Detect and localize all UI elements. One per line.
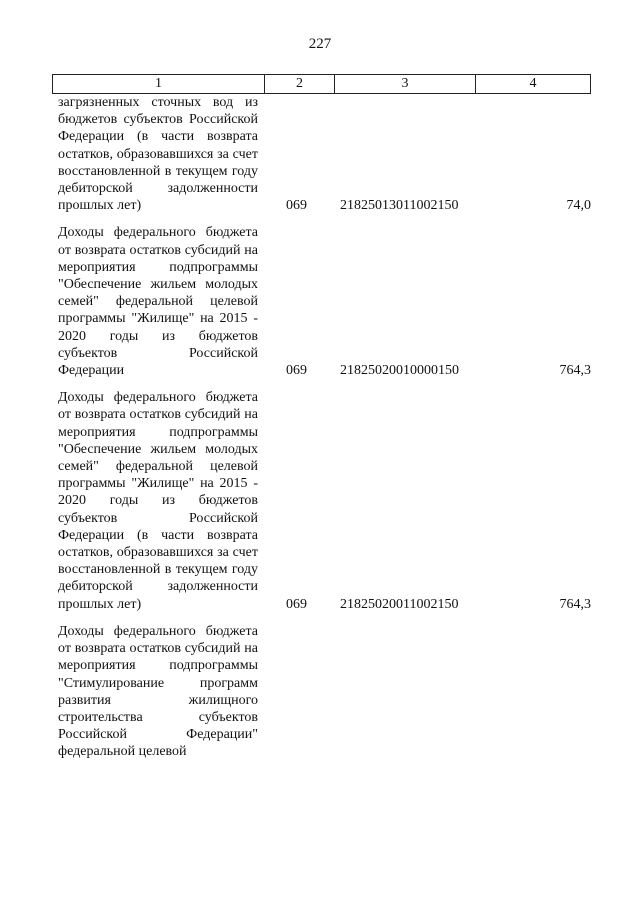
column-header-4: 4 [529, 76, 537, 91]
column-header-3: 3 [335, 75, 476, 93]
row-budget-code: 21825020010000150 [340, 363, 459, 379]
table-header-row [52, 74, 591, 94]
row-admin-code: 069 [286, 198, 307, 214]
table-row [58, 224, 591, 379]
row-admin-code: 069 [286, 363, 307, 379]
row-description: загрязненных сточных вод из бюджетов субъектов Российской Федерации (в части возврата остатков, образовавшихся за счет восстановленной в текущем году дебиторской задолженности прошлых лет) [58, 95, 258, 214]
row-budget-code: 21825013011002150 [340, 198, 459, 214]
row-description: Доходы федерального бюджета от возврата остатков субсидий на мероприятия подпрограммы "Обеспечение жильем молодых семей" федеральной целевой программы "Жилище" на 2015 - 2020 годы из бюджетов субъектов Российской Федерации (в части возврата остатков, образовавшихся за счет восстановленной в текущем году дебиторской задолженности прошлых лет) [58, 390, 258, 612]
column-header-2: 2 [265, 75, 335, 93]
row-amount: 764,3 [559, 596, 591, 612]
table-row [58, 389, 591, 613]
row-amount: 764,3 [559, 363, 591, 379]
page-number: 227 [308, 36, 332, 52]
column-header-1: 1 [53, 75, 265, 93]
row-description: Доходы федерального бюджета от возврата остатков субсидий на мероприятия подпрограммы "Обеспечение жильем молодых семей" федеральной целевой программы "Жилище" на 2015 - 2020 годы из бюджетов субъектов Российской Федерации [58, 225, 258, 379]
row-budget-code: 21825020011002150 [340, 596, 459, 612]
table-row [58, 623, 591, 761]
row-admin-code: 069 [286, 596, 307, 612]
table-row [58, 94, 591, 214]
row-description: Доходы федерального бюджета от возврата остатков субсидий на мероприятия подпрограммы "Стимулирование программ развития жилищного строительства субъектов Российской Федерации" федеральной целевой [58, 623, 258, 760]
table-body [58, 94, 591, 761]
row-amount: 74,0 [566, 198, 591, 214]
